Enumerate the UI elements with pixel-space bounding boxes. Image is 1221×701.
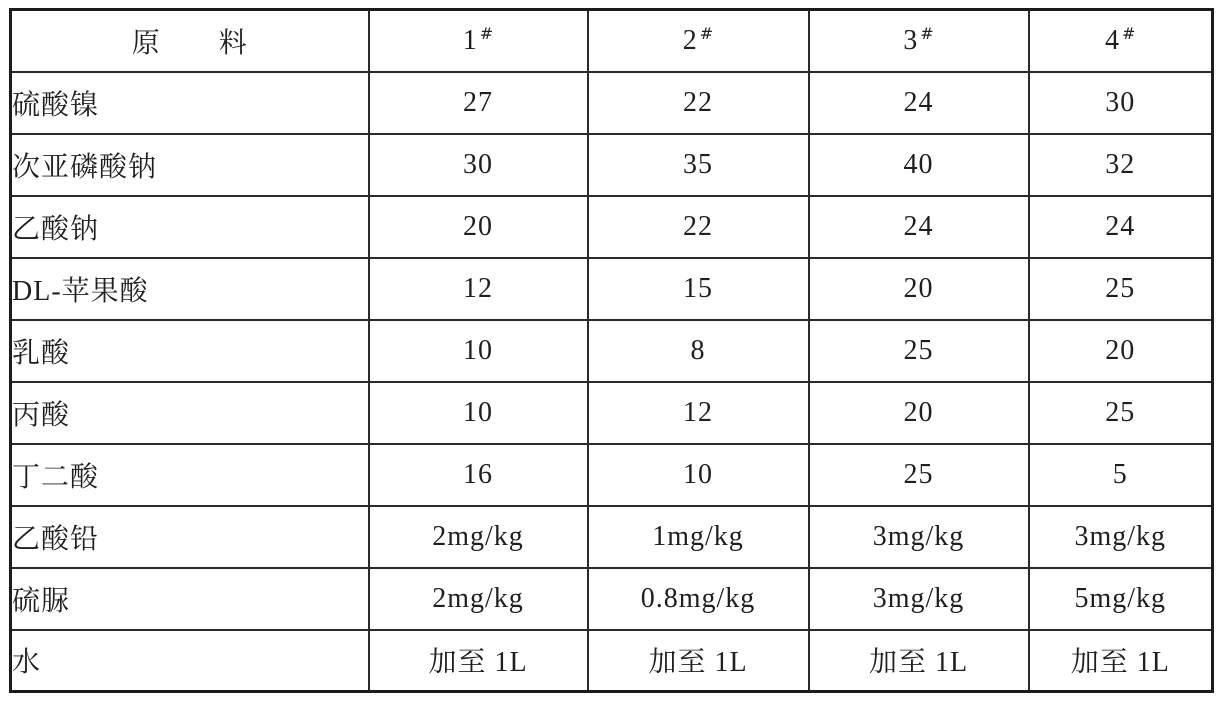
sample-number: 1 [462, 25, 478, 57]
row-label-cell: 硫脲 [11, 568, 369, 630]
hash-mark: # [699, 24, 714, 44]
value-cell: 5mg/kg [1029, 568, 1213, 630]
value-cell: 27 [369, 72, 588, 134]
row-label-cell: 乳酸 [11, 320, 369, 382]
value-cell: 3mg/kg [1029, 506, 1213, 568]
table-row [11, 134, 1213, 196]
value-cell: 3mg/kg [809, 568, 1029, 630]
value-cell: 20 [809, 258, 1029, 320]
row-label-cell: 丁二酸 [11, 444, 369, 506]
table-row [11, 72, 1213, 134]
value-cell: 20 [369, 196, 588, 258]
hash-mark: # [920, 24, 934, 44]
value-cell: 24 [809, 196, 1029, 258]
table-row [11, 320, 1213, 382]
value-cell: 30 [369, 134, 588, 196]
value-cell: 12 [369, 258, 588, 320]
value-cell: 22 [588, 196, 809, 258]
value-cell: 24 [1029, 196, 1213, 258]
value-cell: 3mg/kg [809, 506, 1029, 568]
value-cell: 25 [809, 320, 1029, 382]
value-cell: 2mg/kg [369, 506, 588, 568]
row-label-cell: DL-苹果酸 [11, 258, 369, 320]
value-cell: 加至 1L [588, 630, 809, 692]
header-row [11, 10, 1213, 72]
table-row [11, 568, 1213, 630]
value-cell: 35 [588, 134, 809, 196]
table-row [11, 630, 1213, 692]
value-cell: 10 [369, 382, 588, 444]
value-cell: 2mg/kg [369, 568, 588, 630]
value-cell: 8 [588, 320, 809, 382]
value-cell: 加至 1L [809, 630, 1029, 692]
sample-number: 2 [682, 25, 698, 57]
row-label-cell: 乙酸钠 [11, 196, 369, 258]
value-cell: 25 [1029, 258, 1213, 320]
formulation-table [9, 8, 1214, 693]
value-cell: 加至 1L [369, 630, 588, 692]
value-cell: 5 [1029, 444, 1213, 506]
row-label-cell: 乙酸铅 [11, 506, 369, 568]
value-cell: 20 [809, 382, 1029, 444]
row-label-cell: 次亚磷酸钠 [11, 134, 369, 196]
hash-mark: # [1122, 24, 1136, 44]
material-header-cell: 原 料 [11, 10, 369, 72]
table-row [11, 382, 1213, 444]
sample-4-header-cell [1029, 10, 1213, 72]
table-row [11, 506, 1213, 568]
value-cell: 加至 1L [1029, 630, 1213, 692]
row-label-cell: 丙酸 [11, 382, 369, 444]
value-cell: 15 [588, 258, 809, 320]
row-label-cell: 硫酸镍 [11, 72, 369, 134]
value-cell: 24 [809, 72, 1029, 134]
sample-1-header-cell [369, 10, 588, 72]
value-cell: 10 [369, 320, 588, 382]
table-row [11, 258, 1213, 320]
value-cell: 32 [1029, 134, 1213, 196]
value-cell: 30 [1029, 72, 1213, 134]
value-cell: 22 [588, 72, 809, 134]
value-cell: 40 [809, 134, 1029, 196]
hash-mark: # [479, 24, 494, 44]
sample-3-header-cell [809, 10, 1029, 72]
sample-2-header-cell [588, 10, 809, 72]
table-row [11, 444, 1213, 506]
value-cell: 16 [369, 444, 588, 506]
value-cell: 25 [809, 444, 1029, 506]
table-row [11, 196, 1213, 258]
value-cell: 1mg/kg [588, 506, 809, 568]
value-cell: 25 [1029, 382, 1213, 444]
value-cell: 12 [588, 382, 809, 444]
value-cell: 20 [1029, 320, 1213, 382]
sample-number: 4 [1105, 25, 1121, 57]
value-cell: 0.8mg/kg [588, 568, 809, 630]
value-cell: 10 [588, 444, 809, 506]
sample-number: 3 [903, 25, 919, 57]
row-label-cell: 水 [11, 630, 369, 692]
